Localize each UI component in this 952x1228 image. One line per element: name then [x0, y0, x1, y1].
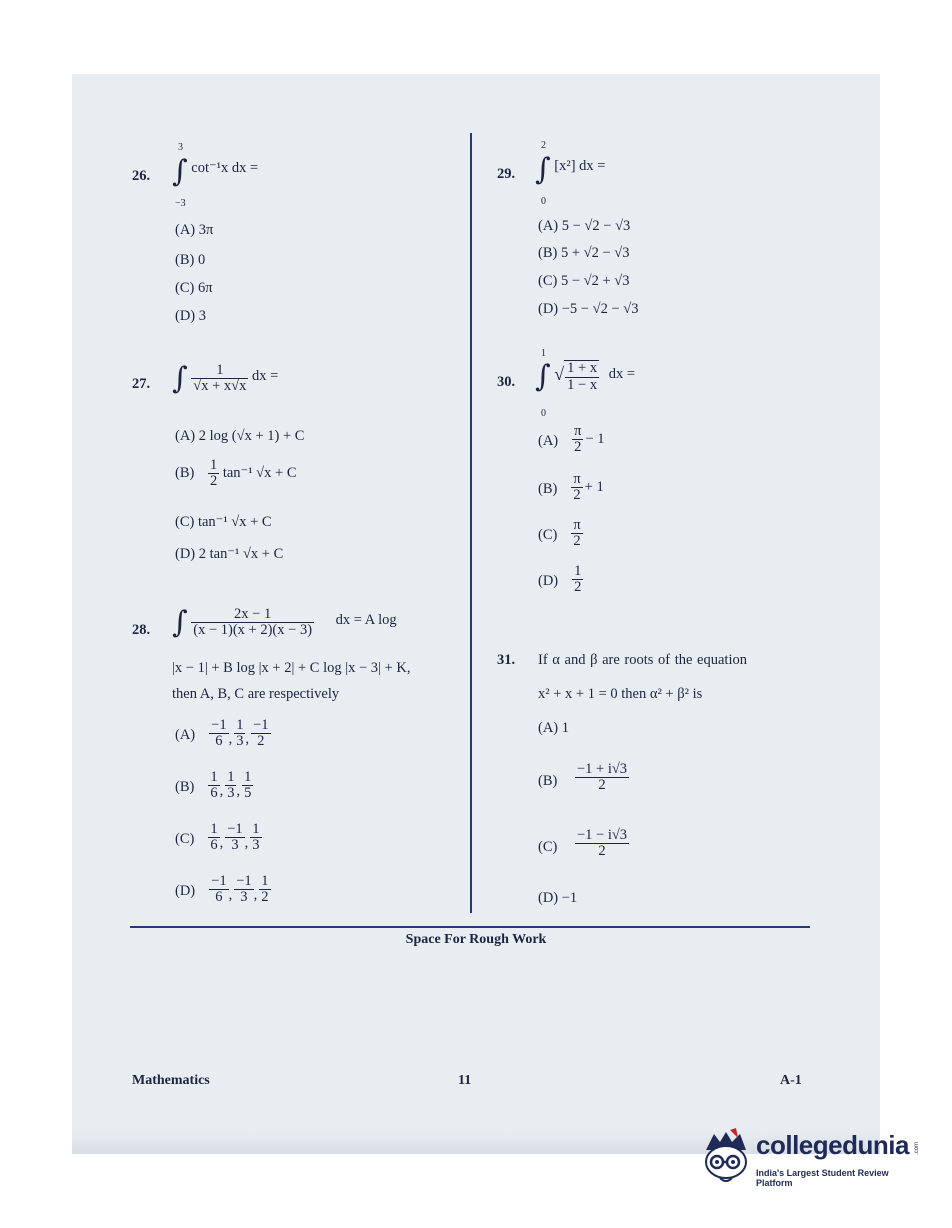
fraction-denominator: 3 [240, 889, 248, 906]
booklet-code: A-1 [780, 1073, 802, 1088]
q29-option-a: (A) 5 − √2 − √3 [538, 218, 631, 234]
fraction-numerator: 1 [210, 821, 218, 837]
fraction-denominator: 2 [261, 889, 269, 906]
option-fraction [225, 822, 244, 853]
q30-option-b [538, 472, 604, 503]
fraction-denominator: 2 [574, 439, 582, 456]
fraction-separator: , [244, 835, 249, 852]
q29-upper-limit: 2 [541, 140, 546, 151]
q27-denominator: √x + x√x [193, 378, 247, 395]
fraction-numerator: π [574, 423, 582, 439]
q31-line1: If α and β are roots of the equation [538, 652, 747, 668]
q27-fraction [191, 363, 248, 394]
option-fraction [225, 770, 236, 801]
fraction-separator: , [228, 887, 233, 904]
q30-option-d [538, 564, 583, 595]
option-label: (B) [538, 481, 558, 498]
q30-option-a [538, 424, 605, 455]
fraction-separator: , [245, 731, 250, 748]
integral-sign: ∫ [535, 152, 551, 187]
q30-upper-limit: 1 [541, 348, 546, 359]
q31-option-d: (D) −1 [538, 890, 578, 906]
q29-option-c: (C) 5 − √2 + √3 [538, 273, 630, 289]
fraction-numerator: −1 [227, 821, 243, 837]
option-fraction [571, 472, 582, 503]
fraction-denominator: 3 [236, 733, 244, 750]
q27-numerator: 1 [191, 363, 248, 379]
q26-option-c: (C) 6π [175, 280, 213, 296]
q27-dx: dx = [251, 368, 279, 384]
q27-option-b-fraction [208, 458, 219, 489]
option-label: (A) [175, 727, 196, 744]
fraction-numerator: 1 [244, 769, 252, 785]
fraction-separator: , [219, 835, 224, 852]
integral-sign: ∫ [172, 605, 188, 640]
option-fraction [572, 424, 583, 455]
option-label: (C) [538, 527, 558, 544]
fraction-denominator: 2 [598, 777, 606, 794]
fraction-denominator: 2 [209, 473, 218, 490]
integral-sign: ∫ [172, 154, 188, 189]
q31-number: 31. [497, 652, 516, 668]
q28-option-b [175, 770, 253, 801]
q28-fraction [191, 607, 314, 638]
q26-number: 26. [132, 168, 151, 184]
student-mascot-icon [700, 1128, 754, 1188]
q30-number: 30. [497, 374, 516, 390]
q28-option-a [175, 718, 271, 749]
option-fraction [242, 770, 253, 801]
q29-expression [535, 152, 606, 187]
fraction-numerator: −1 [211, 873, 227, 889]
subject-label: Mathematics [132, 1073, 210, 1088]
q28-denominator: (x − 1)(x + 2)(x − 3) [193, 622, 313, 639]
logo-dotcom: .com [914, 1142, 920, 1156]
fraction-numerator: π [573, 517, 581, 533]
integral-sign: ∫ [535, 359, 551, 394]
option-rest: − 1 [585, 431, 605, 448]
integral-sign: ∫ [172, 361, 188, 396]
fraction-numerator: 1 [261, 873, 269, 889]
q27-option-b-rest: tan⁻¹ √x + C [222, 465, 297, 482]
q30-expression [535, 359, 636, 399]
q27-option-b [175, 458, 297, 489]
fraction-numerator: 1 [574, 563, 582, 579]
q28-tail: dx = A log [335, 612, 397, 628]
rough-work-rule [130, 926, 810, 928]
column-divider [470, 133, 472, 913]
fraction-separator: , [228, 731, 233, 748]
q30-denominator: 1 − x [567, 376, 598, 393]
collegedunia-logo [700, 1128, 925, 1188]
option-fraction [259, 874, 270, 905]
fraction-numerator: 1 [209, 457, 218, 473]
option-label: (C) [175, 831, 195, 848]
option-fraction [208, 822, 219, 853]
fraction-denominator: 2 [573, 487, 581, 504]
q29-option-b: (B) 5 + √2 − √3 [538, 245, 630, 261]
q29-number: 29. [497, 166, 516, 182]
option-fraction [250, 822, 261, 853]
q26-expression [172, 154, 259, 189]
q30-sqrt-sign: √ [554, 364, 565, 384]
q31-option-b [538, 762, 629, 793]
fraction-denominator: 3 [252, 837, 260, 854]
page-number: 11 [458, 1073, 472, 1088]
fraction-denominator: 2 [257, 733, 265, 750]
q26-option-d: (D) 3 [175, 308, 207, 324]
q31-option-c-fraction [575, 828, 629, 859]
q31-option-a: (A) 1 [538, 720, 570, 736]
q26-option-b: (B) 0 [175, 252, 206, 268]
fraction-denominator: 5 [244, 785, 252, 802]
option-rest: + 1 [584, 479, 604, 496]
q27-option-d: (D) 2 tan⁻¹ √x + C [175, 546, 284, 562]
fraction-numerator: 1 [252, 821, 260, 837]
fraction-numerator: −1 − i√3 [576, 827, 628, 843]
q28-expression [172, 605, 397, 644]
option-fraction [572, 564, 583, 595]
q29-integrand: [x²] dx = [554, 158, 606, 174]
q30-dx: dx = [608, 366, 636, 382]
q26-upper-limit: 3 [178, 142, 183, 153]
fraction-denominator: 3 [227, 785, 235, 802]
option-label: (D) [175, 883, 196, 900]
q28-numerator: 2x − 1 [191, 607, 314, 623]
q30-numerator: 1 + x [567, 360, 598, 377]
fraction-numerator: 1 [236, 717, 244, 733]
fraction-denominator: 2 [598, 843, 606, 860]
q28-option-d [175, 874, 271, 905]
option-label: (D) [538, 573, 559, 590]
q28-line2: |x − 1| + B log |x + 2| + C log |x − 3| + K, [172, 660, 411, 676]
fraction-numerator: −1 + i√3 [576, 761, 628, 777]
logo-tagline: India's Largest Student Review Platform [756, 1168, 889, 1188]
q30-lower-limit: 0 [541, 408, 546, 419]
q31-line2: x² + x + 1 = 0 then α² + β² is [538, 686, 703, 702]
q26-lower-limit: −3 [175, 198, 186, 209]
q28-line3: then A, B, C are respectively [172, 686, 340, 702]
option-label: (B) [175, 779, 195, 796]
q31-option-c [538, 828, 629, 859]
fraction-denominator: 6 [210, 785, 218, 802]
fraction-numerator: 1 [227, 769, 235, 785]
q29-lower-limit: 0 [541, 196, 546, 207]
fraction-denominator: 3 [231, 837, 239, 854]
option-fraction [234, 874, 253, 905]
fraction-separator: , [236, 783, 241, 800]
q26-integrand: cot⁻¹x dx = [191, 160, 259, 176]
q30-fraction [564, 360, 599, 392]
q27-expression [172, 361, 279, 400]
fraction-denominator: 2 [574, 579, 582, 596]
option-fraction [234, 718, 245, 749]
q27-option-c: (C) tan⁻¹ √x + C [175, 514, 272, 530]
fraction-denominator: 6 [210, 837, 218, 854]
fraction-numerator: −1 [236, 873, 252, 889]
q30-option-c [538, 518, 583, 549]
q27-option-a: (A) 2 log (√x + 1) + C [175, 428, 305, 444]
rough-work-label: Space For Rough Work [405, 932, 547, 947]
logo-wordmark: collegedunia [756, 1130, 909, 1160]
fraction-numerator: π [573, 471, 581, 487]
q28-option-c [175, 822, 262, 853]
fraction-denominator: 6 [215, 889, 223, 906]
q26-option-a: (A) 3π [175, 222, 214, 238]
q28-number: 28. [132, 622, 151, 638]
q31-option-b-fraction [575, 762, 629, 793]
option-fraction [571, 518, 582, 549]
fraction-numerator: −1 [211, 717, 227, 733]
fraction-numerator: 1 [210, 769, 218, 785]
option-fraction [251, 718, 270, 749]
q27-number: 27. [132, 376, 151, 392]
fraction-denominator: 2 [573, 533, 581, 550]
option-label: (A) [538, 433, 559, 450]
option-fraction [209, 874, 228, 905]
q29-option-d: (D) −5 − √2 − √3 [538, 301, 639, 317]
fraction-separator: , [253, 887, 258, 904]
fraction-numerator: −1 [253, 717, 269, 733]
fraction-denominator: 6 [215, 733, 223, 750]
fraction-separator: , [219, 783, 224, 800]
q31-option-b-label: (B) [538, 773, 558, 790]
option-fraction [209, 718, 228, 749]
q31-option-c-label: (C) [538, 839, 558, 856]
q27-option-b-label: (B) [175, 465, 195, 482]
option-fraction [208, 770, 219, 801]
